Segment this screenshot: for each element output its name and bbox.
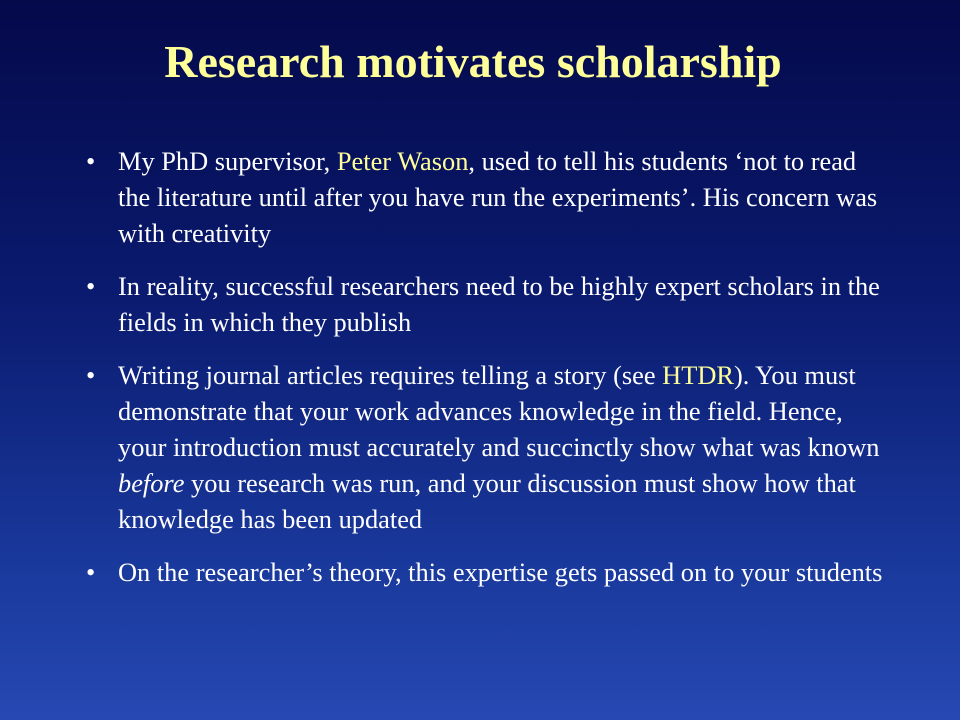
bullet-item	[86, 143, 886, 251]
bullet-dot-icon: •	[86, 557, 96, 587]
bullet-item	[86, 268, 886, 340]
bullet-text-segment: My PhD supervisor,	[118, 146, 337, 176]
htdr-link[interactable]: HTDR	[662, 360, 735, 390]
bullet-text-segment: On the researcher’s theory, this expertise gets passed on to your students	[118, 557, 883, 587]
emphasis-text: before	[118, 468, 185, 498]
bullet-text-segment: In reality, successful researchers need to be highly expert scholars in the fields in which they publish	[118, 271, 880, 337]
bullet-list	[86, 143, 886, 607]
slide-title: Research motivates scholarship	[164, 36, 782, 87]
bullet-text-segment: you research was run, and your discussion must show how that knowledge has been updated	[118, 468, 856, 534]
bullet-dot-icon: •	[86, 271, 96, 301]
bullet-dot-icon: •	[86, 146, 96, 176]
bullet-dot-icon: •	[86, 360, 96, 390]
bullet-text-segment: Writing journal articles requires telling a story (see	[118, 360, 663, 390]
bullet-text-segment: , used to tell his students ‘not to read the literature until after you have run the experiments’. His concern was with creativity	[118, 146, 878, 248]
bullet-item	[86, 357, 886, 537]
bullet-text-segment: ). You must demonstrate that your work advances knowledge in the field. Hence, your introduction must accurately and succinctly show what was known	[118, 360, 880, 462]
supervisor-name-link[interactable]: Peter Wason	[336, 146, 469, 176]
bullet-item	[86, 554, 886, 590]
